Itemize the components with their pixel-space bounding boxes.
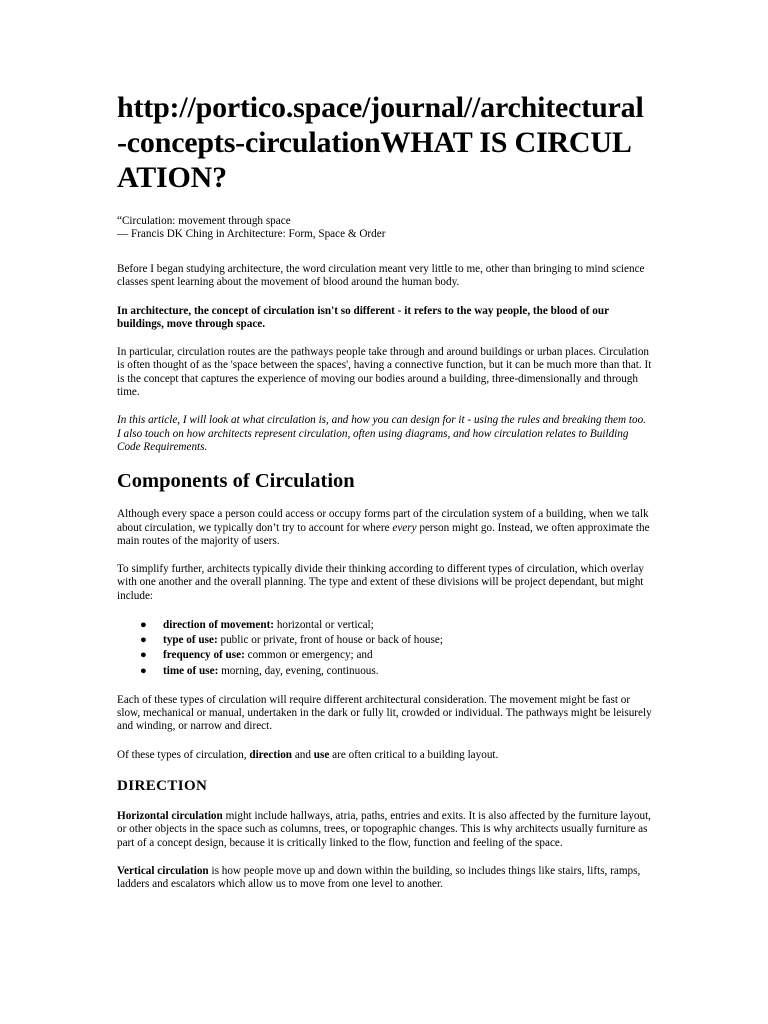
critical-types-paragraph: [117, 749, 652, 762]
bullet-icon: ●: [140, 664, 147, 677]
vertical-circulation-text: is how people move up and down within the building, so includes things like stairs, lifts, ramps, ladders and escalators which allow us to move from one level to another.: [117, 864, 641, 891]
quote-attribution: — Francis DK Ching in Architecture: Form, Space & Order: [117, 228, 386, 240]
list-item: [140, 633, 652, 648]
page-title: http://portico.space/journal//architectural-concepts-circulationWHAT IS CIRCULATION?: [117, 91, 644, 194]
list-item-label: type of use:: [163, 634, 218, 647]
list-item-label: time of use:: [163, 664, 219, 677]
types-paragraph: To simplify further, architects typically divide their thinking according to different types of circulation, which overlay with one another and the overall planning. The type and extent of these divisions will be project dependant, but might include:: [117, 563, 645, 602]
article-overview-paragraph: In this article, I will look at what circulation is, and how you can design for it - using the rules and breaking them too. I also touch on how architects represent circulation, often using diagrams, and how circulation relates to Building Code Requirements.: [117, 414, 646, 453]
intro-paragraph: Before I began studying architecture, the word circulation meant very little to me, other than bringing to mind science classes spent learning about the movement of blood around the human body.: [117, 263, 645, 289]
circulation-types-list: [117, 618, 652, 679]
document-page: [117, 90, 652, 907]
list-item: [140, 648, 652, 663]
critical-term-use: use: [313, 748, 330, 761]
bullet-icon: ●: [140, 634, 147, 647]
critical-text-mid: and: [292, 748, 314, 761]
components-paragraph: [117, 508, 652, 548]
horizontal-circulation-text: might include hallways, atria, paths, entries and exits. It is also affected by the furniture layout, or other objects in the space such as columns, trees, or topographic changes. This is why architects usually furniture as part of a concept design, because it is critically linked to the flow, function and feeling of the space.: [117, 810, 651, 849]
list-item: [140, 664, 652, 679]
circulation-routes-paragraph: In particular, circulation routes are the pathways people take through and around buildings or urban places. Circulation is often thought of as the 'space between the spaces', having a connective function, but it can be much more than that. It is the concept that captures the experience of moving our bodies around a building, three-dimensionally and through time.: [117, 346, 652, 399]
list-item: [140, 618, 652, 633]
list-item-text: morning, day, evening, continuous.: [218, 664, 379, 677]
critical-term-direction: direction: [249, 748, 293, 761]
list-item-text: common or emergency; and: [244, 649, 373, 662]
section-heading-components: Components of Circulation: [117, 470, 355, 493]
list-item-text: public or private, front of house or back of house;: [217, 634, 443, 647]
vertical-circulation-paragraph: [117, 865, 652, 892]
list-item-label: direction of movement:: [163, 619, 275, 632]
components-text-emphasis: every: [392, 521, 417, 534]
epigraph-quote: [117, 215, 652, 241]
definition-paragraph: In architecture, the concept of circulation isn't so different - it refers to the way people, the blood of our buildings, move through space.: [117, 304, 609, 330]
list-item-text: horizontal or vertical;: [274, 619, 374, 632]
critical-text-after: are often critical to a building layout.: [329, 748, 499, 761]
quote-text: “Circulation: movement through space: [117, 215, 291, 227]
list-item-label: frequency of use:: [163, 649, 245, 662]
vertical-circulation-term: Vertical circulation: [117, 864, 209, 877]
horizontal-circulation-term: Horizontal circulation: [117, 810, 223, 823]
horizontal-circulation-paragraph: [117, 810, 652, 850]
components-text-before: Although every space a person could access or occupy forms part of the circulation system of a building, when we talk about circulation, we typically don’t try to account for where: [117, 508, 649, 534]
bullet-icon: ●: [140, 619, 147, 632]
critical-text-before: Of these types of circulation,: [117, 748, 250, 761]
section-heading-direction: DIRECTION: [117, 778, 208, 795]
considerations-paragraph: Each of these types of circulation will require different architectural consideration. The movement might be fast or slow, mechanical or manual, undertaken in the dark or fully lit, crowded or individual. The pathways might be leisurely and winding, or narrow and direct.: [117, 693, 652, 733]
components-text-after: person might go. Instead, we often approximate the main routes of the majority of users.: [117, 521, 650, 547]
bullet-icon: ●: [140, 649, 147, 662]
